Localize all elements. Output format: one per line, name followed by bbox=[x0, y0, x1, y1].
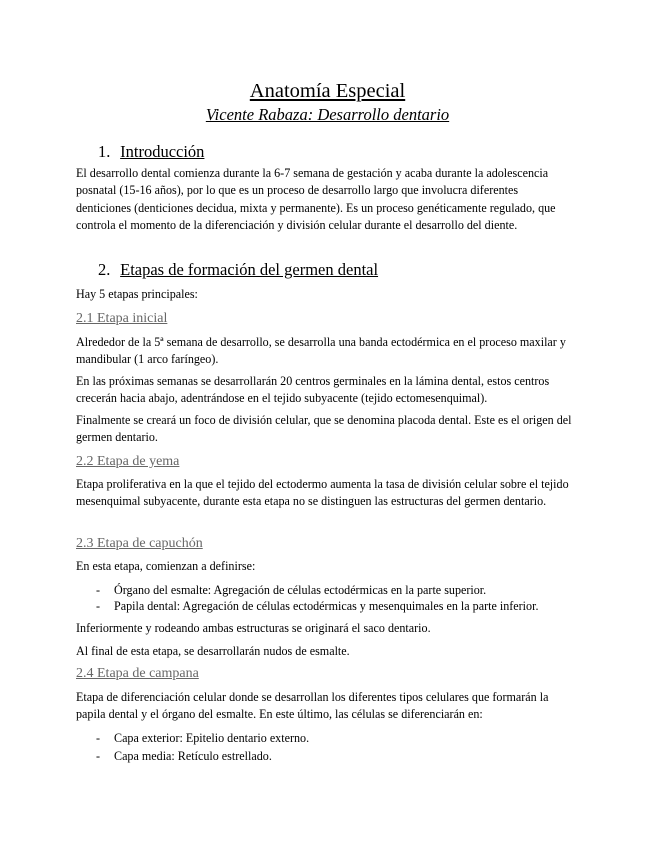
subsection-heading-etapa-yema: 2.2 Etapa de yema bbox=[76, 454, 180, 469]
list-item-text: Papila dental: Agregación de células ectodérmicas y mesenquimales en la parte inferior. bbox=[114, 599, 539, 613]
etapa-inicial-paragraph-1: Alrededor de la 5ª semana de desarrollo, se desarrolla una banda ectodérmica en el proceso maxilar y mandibular (1 arco faríngeo). bbox=[76, 335, 566, 367]
etapa-yema-paragraph: Etapa proliferativa en la que el tejido del ectodermo aumenta la tasa de división celular sobre el tejido mesenquimal subyacente, durante esta etapa no se distinguen las estructuras del germen dentario. bbox=[76, 477, 569, 509]
etapas-intro: Hay 5 etapas principales: bbox=[76, 287, 198, 301]
list-item-text: Capa exterior: Epitelio dentario externo. bbox=[114, 731, 310, 745]
bullet-dash: - bbox=[96, 583, 101, 597]
document-title: Anatomía Especial bbox=[249, 80, 406, 102]
subsection-heading-etapa-campana: 2.4 Etapa de campana bbox=[76, 666, 199, 681]
etapa-capuchon-paragraph-1: En esta etapa, comienzan a definirse: bbox=[76, 559, 256, 573]
document-subtitle: Vicente Rabaza: Desarrollo dentario bbox=[205, 105, 450, 124]
section-number: 2. bbox=[98, 260, 111, 279]
etapa-inicial-paragraph-3: Finalmente se creará un foco de división celular, que se denomina placoda dental. Este es el origen del germen dentario. bbox=[76, 413, 572, 445]
list-item-text: Órgano del esmalte: Agregación de células ectodérmicas en la parte superior. bbox=[114, 583, 487, 597]
etapa-capuchon-paragraph-3: Al final de esta etapa, se desarrollarán nudos de esmalte. bbox=[76, 644, 350, 658]
section-number: 1. bbox=[98, 142, 111, 161]
bullet-dash: - bbox=[96, 731, 101, 745]
etapa-inicial-paragraph-2: En las próximas semanas se desarrollarán 20 centros germinales en la lámina dental, estos centros crecerán hacia abajo, adentrándose en el tejido subyacente (tejido ectomesenquimal). bbox=[76, 374, 550, 406]
section-heading-etapas bbox=[98, 259, 378, 281]
section-title: Etapas de formación del germen dental bbox=[120, 260, 379, 279]
subsection-heading-etapa-capuchon: 2.3 Etapa de capuchón bbox=[76, 536, 203, 551]
subsection-heading-etapa-inicial: 2.1 Etapa inicial bbox=[76, 311, 168, 326]
etapa-capuchon-paragraph-2: Inferiormente y rodeando ambas estructuras se originará el saco dentario. bbox=[76, 621, 431, 635]
intro-paragraph: El desarrollo dental comienza durante la 6-7 semana de gestación y acaba durante la adolescencia posnatal (15-16 años), por lo que es un proceso de desarrollo largo que involucra diferentes denticiones (denticiones decidua, mixta y permanente). Es un proceso genéticamente regulado, que controla el momento de la diferenciación y división celular durante el desarrollo del diente. bbox=[76, 166, 556, 232]
etapa-campana-paragraph: Etapa de diferenciación celular donde se desarrollan los diferentes tipos celulares que formarán la papila dental y el órgano del esmalte. En este último, las células se diferenciarán en: bbox=[76, 690, 549, 722]
bullet-dash: - bbox=[96, 599, 101, 613]
list-item-text: Capa media: Retículo estrellado. bbox=[114, 749, 272, 763]
section-heading-introduccion bbox=[98, 141, 204, 163]
section-title: Introducción bbox=[120, 142, 205, 161]
bullet-dash: - bbox=[96, 749, 101, 763]
